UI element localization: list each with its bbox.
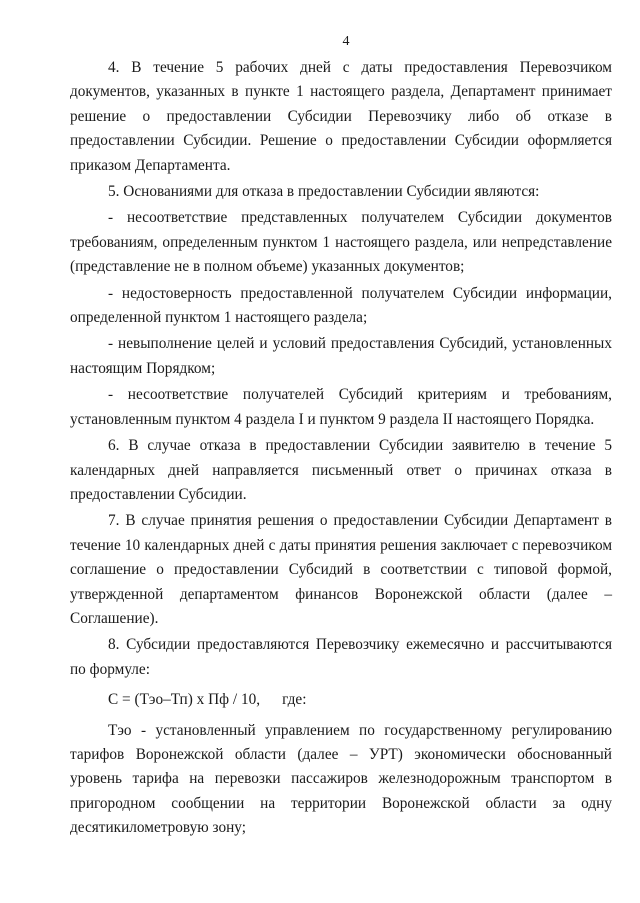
- formula: [70, 688, 612, 712]
- formula-expression: С = (Тэо–Тп) х Пф / 10,: [108, 691, 261, 709]
- list-item-conditions: - невыполнение целей и условий предоставления Субсидий, установленных настоящим Порядком;: [70, 335, 612, 377]
- paragraph-6: 6. В случае отказа в предоставлении Субсидии заявителю в течение 5 календарных дней направляется письменный ответ о причинах отказа в предоставлении Субсидии.: [70, 437, 612, 503]
- paragraph-7: 7. В случае принятия решения о предоставлении Субсидии Департамент в течение 10 календарных дней с даты принятия решения заключает с перевозчиком соглашение о предоставлении Субсидий в соответствии с типовой формой, утвержденной департаментом финансов Воронежской области (далее – Соглашение).: [70, 512, 612, 627]
- page-number: 4: [342, 34, 350, 49]
- list-item-criteria: - несоответствие получателей Субсидий критериям и требованиям, установленным пунктом 4 раздела I и пунктом 9 раздела II настоящего Порядка.: [70, 386, 612, 428]
- definition-teo: Тэо - установленный управлением по государственному регулированию тарифов Воронежской области (далее – УРТ) экономически обоснованный уровень тарифа на перевозки пассажиров железнодорожным транспортом в пригородном сообщении на территории Воронежской области за одну десятикилометровую зону;: [70, 721, 612, 837]
- paragraph-4: 4. В течение 5 рабочих дней с даты предоставления Перевозчиком документов, указанных в пункте 1 настоящего раздела, Департамент принимает решение о предоставлении Субсидии Перевозчику либо об отказе в предоставлении Субсидии. Решение о предоставлении Субсидии оформляется приказом Департамента.: [70, 59, 612, 174]
- formula-suffix: где:: [282, 691, 307, 709]
- list-item-information: - недостоверность предоставленной получателем Субсидии информации, определенной пунктом 1 настоящего раздела;: [70, 284, 612, 327]
- paragraph-8: 8. Субсидии предоставляются Перевозчику ежемесячно и рассчитываются по формуле:: [70, 636, 612, 678]
- paragraph-5: 5. Основаниями для отказа в предоставлении Субсидии являются:: [108, 183, 540, 201]
- list-item-documents: - несоответствие представленных получателем Субсидии документов требованиям, определенным пунктом 1 настоящего раздела, или непредставление (представление не в полном объеме) указанных документов;: [70, 209, 612, 276]
